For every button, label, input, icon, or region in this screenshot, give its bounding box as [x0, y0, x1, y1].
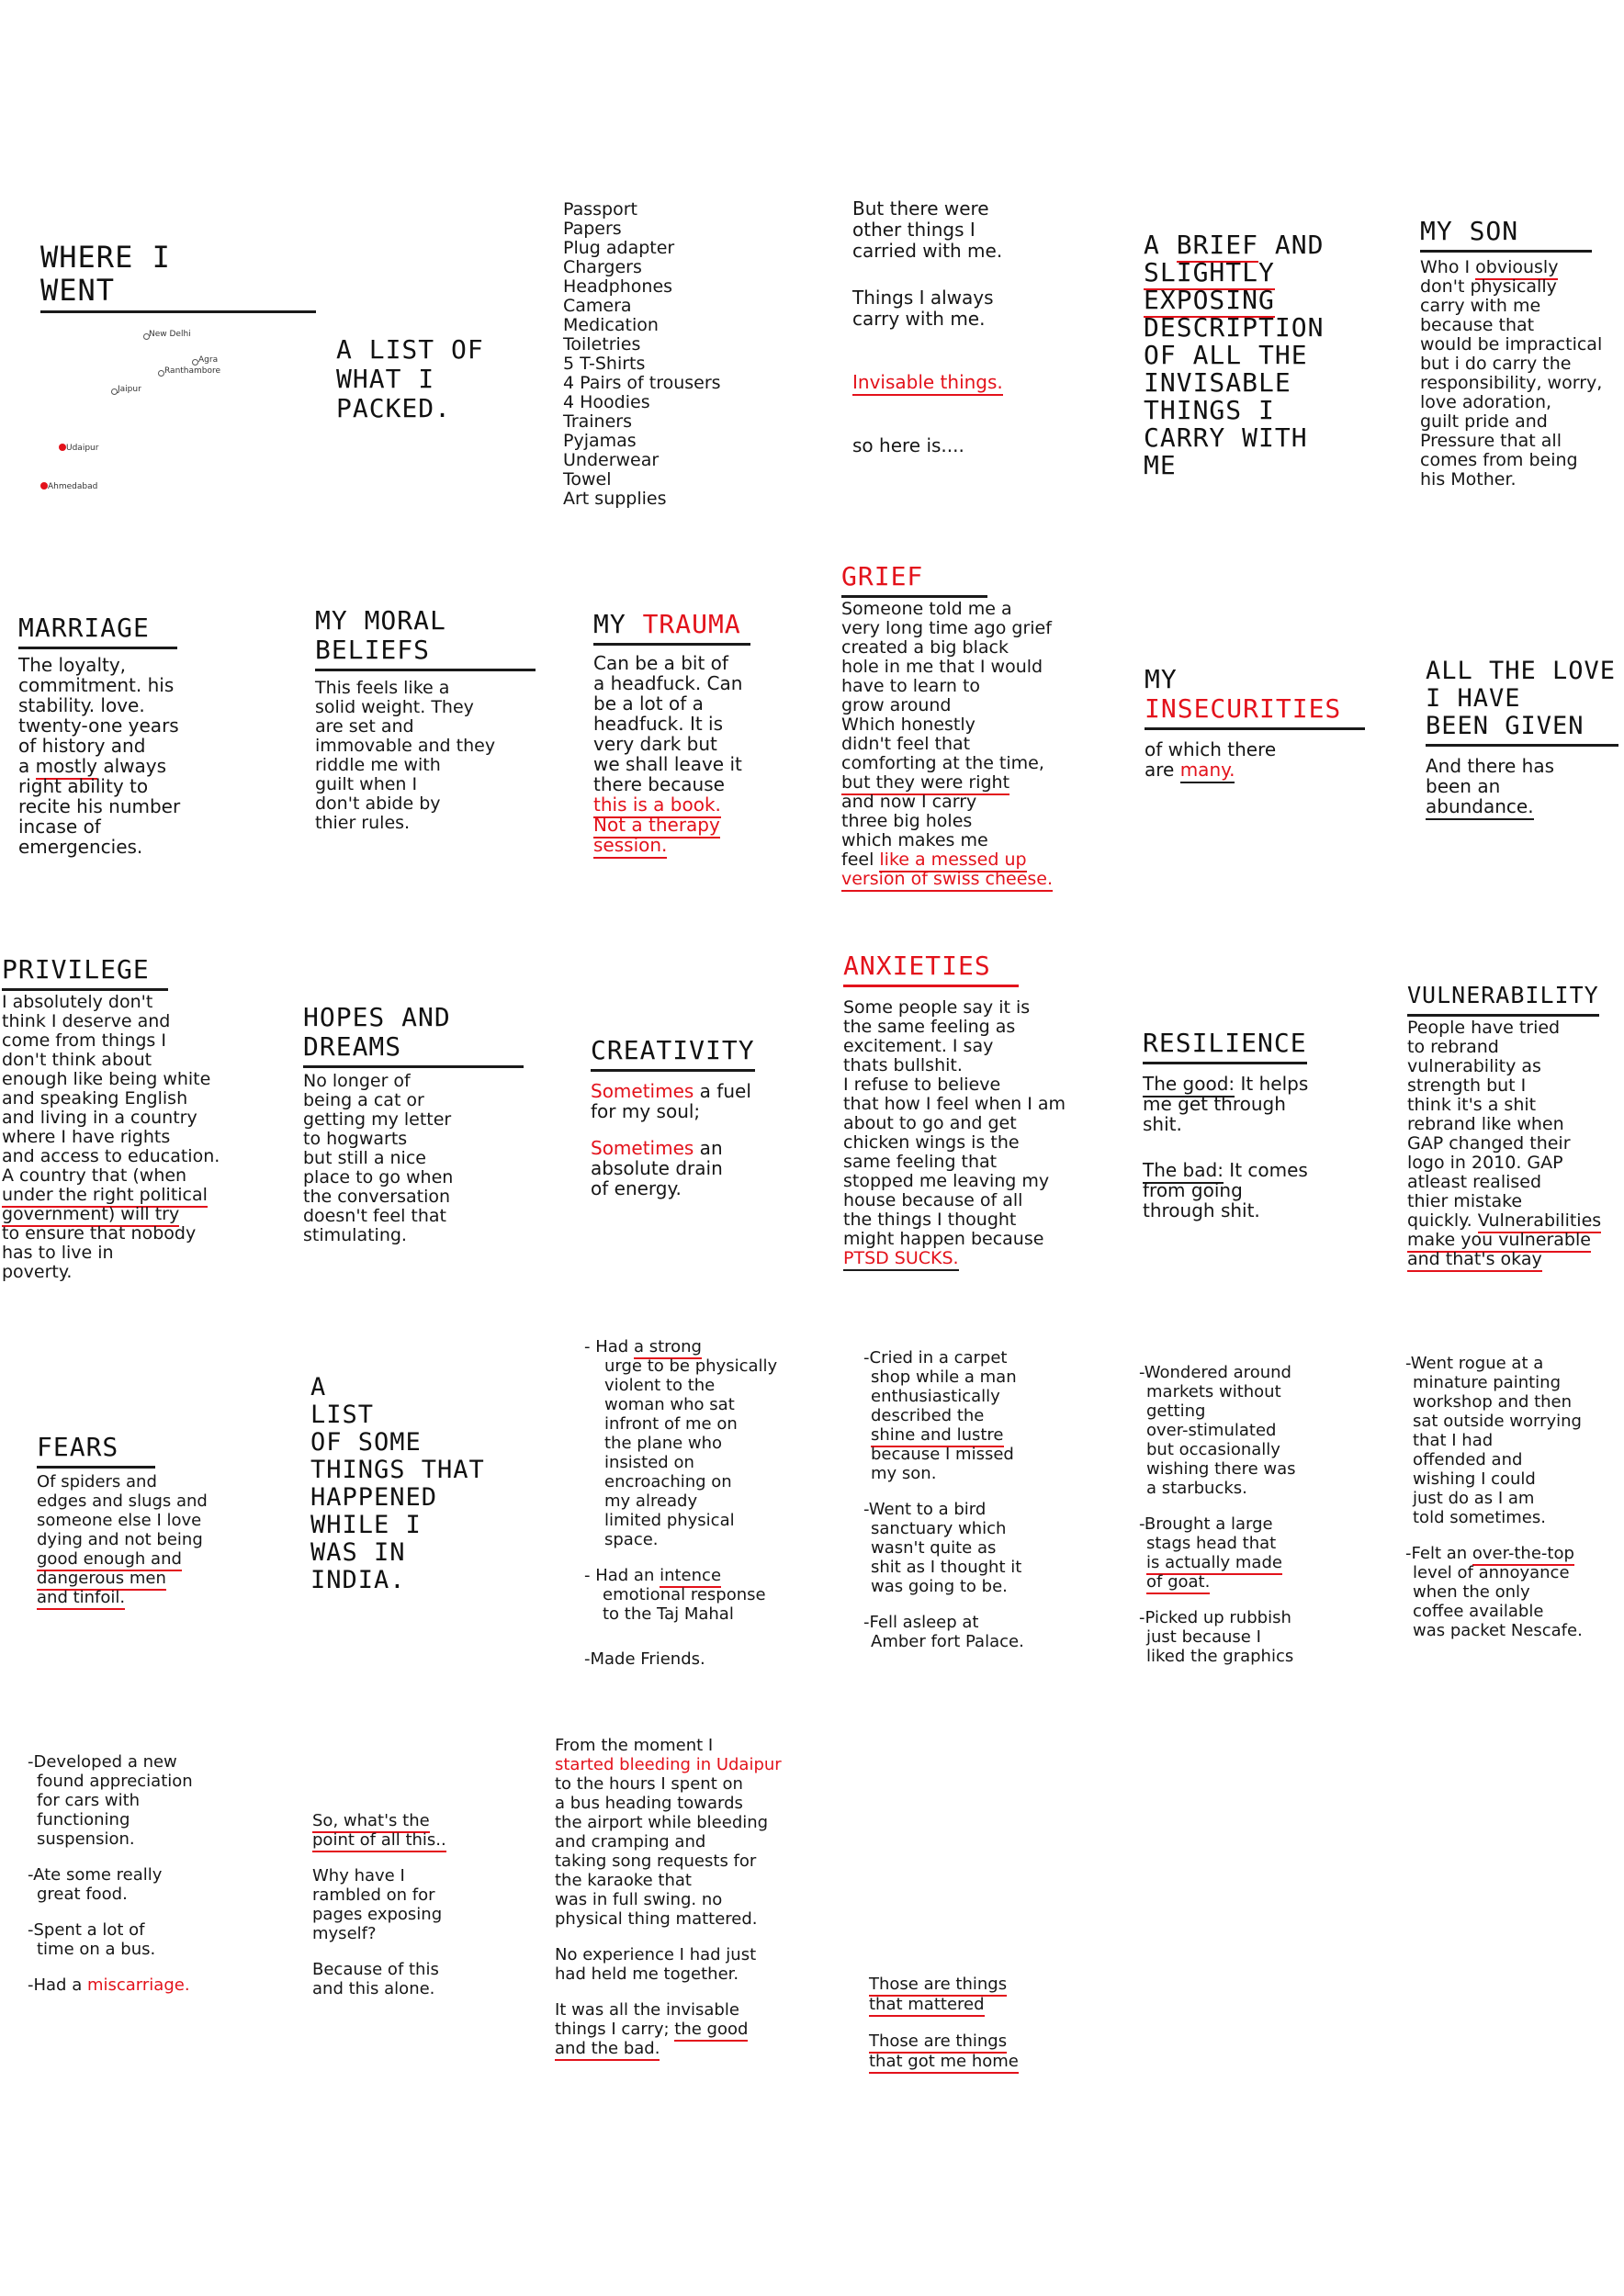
creativity-title: CREATIVITY	[591, 1036, 811, 1072]
page-packed-items	[563, 200, 839, 509]
india-route-map	[40, 324, 252, 508]
page-creativity: CREATIVITY Sometimes a fuel for my soul; Sometimes an absolute drain of energy.	[591, 1036, 811, 1199]
page-list-of-some-things	[310, 1374, 549, 1594]
packed-item: Passport	[563, 199, 637, 219]
page-my-trauma: MY TRAUMA Can be a bit of a headfuck. Can be a lot of a headfuck. It is very dark but we shall leave it there because this is a book. Not a therapy session.	[593, 610, 814, 855]
packed-item: Trainers	[563, 411, 632, 432]
city-label: Ranthambore	[164, 366, 221, 376]
page-marriage: MARRIAGE The loyalty, commitment. his stability. love. twenty-one years of history and a mostly always right ability to recite his number incase of emergencies.	[18, 613, 239, 857]
page-grief: GRIEF Someone told me a very long time ago grief created a big black hole in me that I would have to learn to grow around Which honestly didn't feel that comforting at the time, but they were right and now I carry three big holes which makes me feel like a messed up version of swiss cheese.	[841, 562, 1089, 889]
packed-item: Underwear	[563, 450, 660, 470]
vulnerability-title: VULNERABILITY	[1407, 981, 1620, 1017]
trauma-title: MY TRAUMA	[593, 610, 814, 646]
where-title: WHERE I WENT	[40, 241, 316, 313]
city-label: Agra	[198, 355, 219, 365]
packed-title: A LIST OF WHAT I PACKED.	[336, 334, 484, 423]
city-label: Udaipur	[66, 444, 99, 453]
packed-item: Papers	[563, 219, 622, 239]
page-privilege: PRIVILEGE I absolutely don't think I deserve and come from things I don't think about enough like being white and speaking English and living in a country where I have rights and access to education. A country that (when under the right political government) will try to ensure that nobody has to live in poverty.	[2, 955, 259, 1282]
fears-title: FEARS	[37, 1433, 257, 1469]
packed-item: Plug adapter	[563, 238, 675, 258]
packed-item: Medication	[563, 315, 659, 335]
page-happened-5: -Developed a new found appreciation for cars with functioning suspension. -Ate some really great food. -Spent a lot of time on a bus. -Had a miscarriage.	[28, 1752, 193, 1995]
page-whats-the-point: So, what's the point of all this.. Why have I rambled on for pages exposing myself? Because of this and this alone.	[312, 1811, 446, 1998]
packed-item: Camera	[563, 296, 632, 316]
page-other-things: But there were other things I carried with me. Things I always carry with me. Invisable things. so here is....	[852, 197, 1003, 456]
city-label: Jaipur	[118, 385, 141, 394]
page-fears: FEARS Of spiders and edges and slugs and someone else I love dying and not being good enough and dangerous men and tinfoil.	[37, 1433, 257, 1607]
brief-title: A BRIEF AND SLIGHTLY EXPOSING DESCRIPTION OF ALL THE INVISABLE THINGS I CARRY WITH ME	[1144, 230, 1325, 480]
city-dot	[192, 359, 198, 366]
marriage-title: MARRIAGE	[18, 613, 239, 649]
city-label: Ahmedabad	[48, 482, 98, 491]
list-some-title: A LIST OF SOME THINGS THAT HAPPENED WHILE I WAS IN INDIA.	[310, 1373, 485, 1594]
moral-title: MY MORAL BELIEFS	[315, 606, 536, 671]
page-happened-2: -Cried in a carpet shop while a man enthusiastically described the shine and lustre because I missed my son. -Went to a bird sanctuary which wasn't quite as shit as I thought it was going to be. -Fell asleep at Amber fort Palace.	[863, 1348, 1024, 1651]
page-all-the-love: ALL THE LOVE I HAVE BEEN GIVEN And there has been an abundance.	[1426, 658, 1618, 816]
insecurities-title: MY INSECURITIES	[1145, 665, 1365, 730]
city-dot	[158, 370, 164, 377]
page-resilience: RESILIENCE The good: It helps me get through shit. The bad: It comes from going through shit.	[1143, 1029, 1363, 1221]
map-pin-icon	[59, 444, 66, 451]
page-happened-1: - Had a strong urge to be physically violent to the woman who sat infront of me on the plane who insisted on encroaching on my already limited physical space. - Had an intence emotional response to the Taj Mahal -Made Friends.	[584, 1337, 778, 1669]
city-label: New Delhi	[149, 330, 191, 339]
page-brief-description	[1144, 231, 1419, 479]
city-dot	[111, 388, 118, 395]
anxieties-title: ANXIETIES	[843, 951, 1100, 987]
packed-item: 4 Hoodies	[563, 392, 650, 412]
packed-item: Towel	[563, 469, 612, 490]
packed-item: Art supplies	[563, 489, 667, 509]
map-pin-icon	[40, 482, 48, 490]
packed-item: Pyjamas	[563, 431, 637, 451]
page-from-the-moment: From the moment I started bleeding in Udaipur to the hours I spent on a bus heading towards the airport while bleeding and cramping and taking song requests for the karaoke that was in full swing. no physical thing mattered. No experience I had just had held me together. It was all the invisable things I carry; the good and the bad.	[555, 1736, 830, 2058]
page-insecurities: MY INSECURITIES of which there are many.	[1145, 665, 1365, 780]
page-anxieties: ANXIETIES Some people say it is the same feeling as excitement. I say thats bullshit. I refuse to believe that how I feel when I am about to go and get chicken wings is the same feeling that stopped me leaving my house because of all the things I thought might happen because PTSD SUCKS.	[843, 951, 1100, 1268]
grief-title: GRIEF	[841, 562, 1089, 598]
page-vulnerability: VULNERABILITY People have tried to rebrand vulnerability as strength but I think it's a shit rebrand like when GAP changed their logo in 2010. GAP atleast realised thier mistake quickly. Vulnerabilities make you vulnerable and that's okay	[1407, 981, 1620, 1269]
page-happened-4: -Went rogue at a minature painting workshop and then sat outside worrying that I had offended and wishing I could just do as I am told sometimes. -Felt an over-the-top level of annoyance when the only coffee available was packet Nescafe.	[1405, 1354, 1583, 1640]
packed-item: Headphones	[563, 276, 673, 297]
packed-item: Toiletries	[563, 334, 641, 355]
invisable-things-label: Invisable things.	[852, 371, 1003, 396]
love-title: ALL THE LOVE I HAVE BEEN GIVEN	[1426, 658, 1618, 747]
hopes-title: HOPES AND DREAMS	[303, 1003, 524, 1068]
resilience-title: RESILIENCE	[1143, 1029, 1363, 1064]
privilege-title: PRIVILEGE	[2, 955, 259, 991]
my-son-title: MY SON	[1420, 217, 1618, 253]
page-my-son: MY SON Who I obviously don't physically carry with me because that would be impractical but i do carry the responsibility, worry, love adoration, guilt pride and Pressure that all comes from being his Mother.	[1420, 217, 1618, 490]
page-moral-beliefs: MY MORAL BELIEFS This feels like a solid weight. They are set and immovable and they riddle me with guilt when I don't abide by thier rules.	[315, 606, 536, 833]
page-those-are-things: Those are things that mattered Those are things that got me home	[869, 1975, 1089, 2072]
page-where-i-went	[40, 241, 316, 508]
packed-item: 4 Pairs of trousers	[563, 373, 721, 393]
page-hopes-and-dreams: HOPES AND DREAMS No longer of being a cat or getting my letter to hogwarts but still a nice place to go when the conversation doesn't feel that stimulating.	[303, 1003, 524, 1245]
page-happened-3: -Wondered around markets without getting over-stimulated but occasionally wishing there was a starbucks. -Brought a large stags head that is actually made of goat. -Picked up rubbish just because I liked the graphics	[1139, 1363, 1296, 1666]
packed-item: 5 T-Shirts	[563, 354, 646, 374]
packed-item: Chargers	[563, 257, 642, 277]
